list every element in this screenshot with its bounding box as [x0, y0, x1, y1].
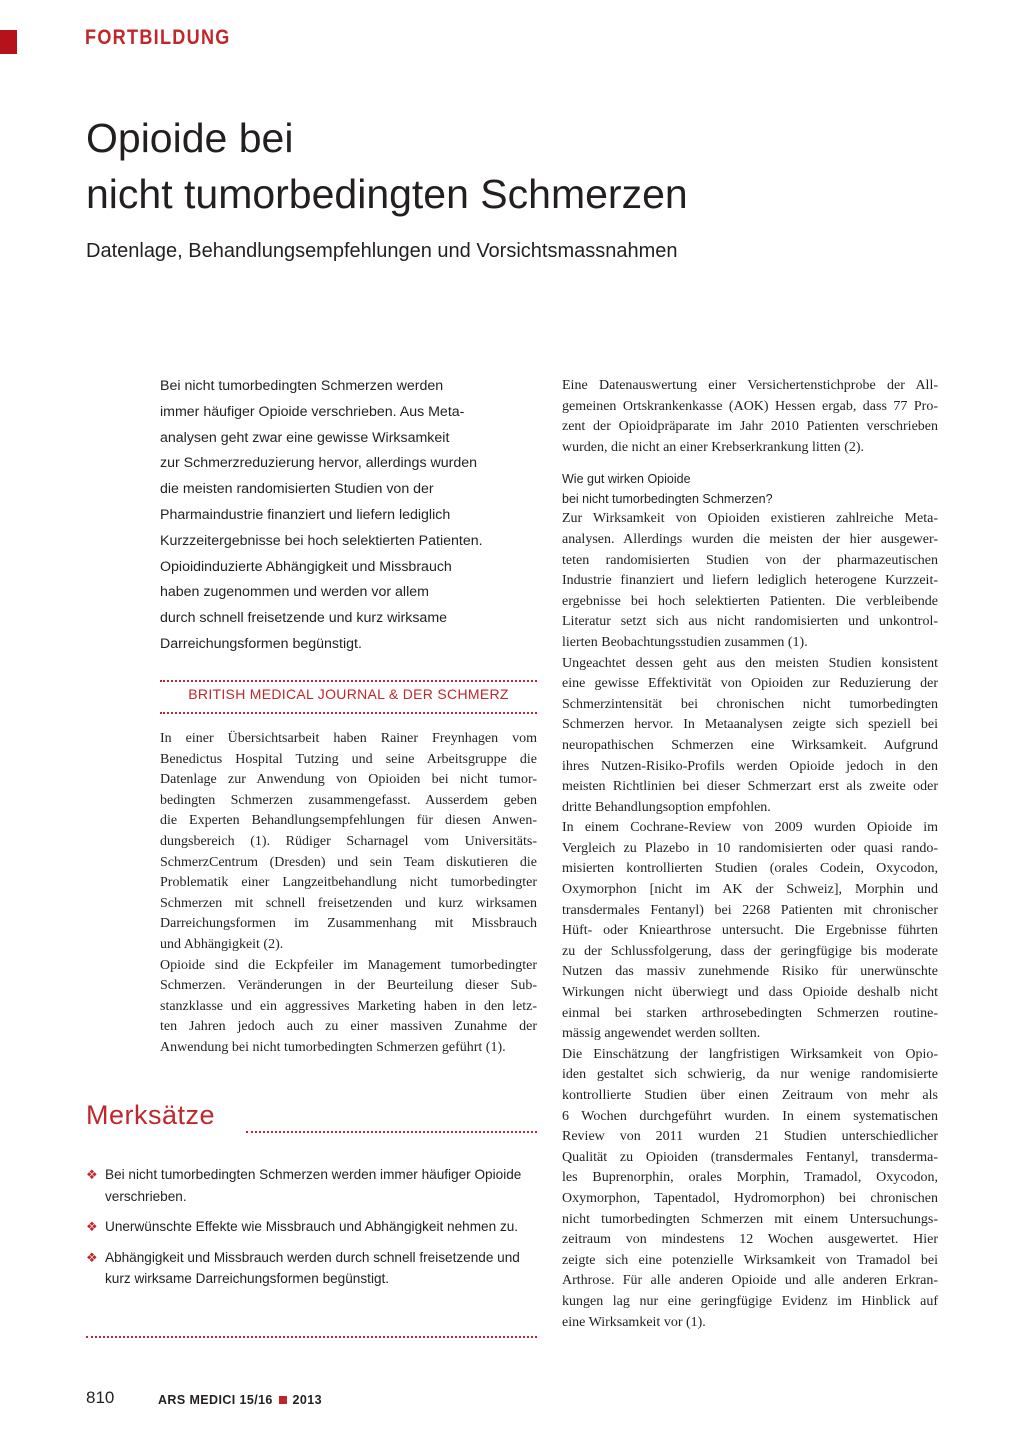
- diamond-bullet-icon: ❖: [86, 1167, 98, 1182]
- article-title: [86, 110, 986, 222]
- merksaetze-title: Merksätze: [86, 1100, 216, 1130]
- text-line: Nutzen das massiv zunehmende Risiko für unerwünschte: [562, 964, 938, 980]
- lead-line: Opioidinduzierte Abhängigkeit und Missbrauch: [160, 558, 452, 575]
- title-line: Opioide bei: [86, 115, 294, 161]
- text-line: In einem Cochrane-Review von 2009 wurden Opioide im: [562, 820, 938, 836]
- diamond-bullet-icon: ❖: [86, 1249, 98, 1265]
- text-line: und Abhängigkeit (2).: [160, 936, 284, 952]
- journal-year: 2013: [292, 1393, 322, 1407]
- text-line: eine Wirksamkeit vor (1).: [562, 1314, 706, 1330]
- text-line: ihres Nutzen-Risiko-Profils werden Opioide jedoch in den: [562, 758, 938, 774]
- lead-line: die meisten randomisierten Studien von der: [160, 481, 434, 498]
- text-line: SchmerzCentrum (Dresden) und sein Team diskutieren die: [160, 854, 537, 870]
- lead-line: durch schnell freisetzende und kurz wirksame: [160, 610, 448, 627]
- source-label: BRITISH MEDICAL JOURNAL & DER SCHMERZ: [188, 686, 509, 702]
- text-line: misierten kontrollierten Studien (orales Codein, Oxycodon,: [562, 861, 938, 877]
- lead-line: haben zugenommen und werden vor allem: [160, 584, 429, 601]
- journal-footer: [158, 1393, 322, 1407]
- merksatz-text: Unerwünschte Effekte wie Missbrauch und Abhängigkeit nehmen zu.: [105, 1219, 519, 1234]
- body-left-column: [160, 729, 537, 1059]
- text-line: Opioide sind die Eckpfeiler im Management tumorbedingter: [160, 957, 537, 973]
- text-line: zent der Opioidpräparate im Jahr 2010 Patienten verschrieben: [562, 419, 938, 435]
- lead-line: zur Schmerzreduzierung hervor, allerdings wurden: [160, 455, 478, 472]
- text-line: zeigte sich eine potenzielle Wirksamkeit von Tramadol bei: [562, 1252, 938, 1268]
- merksatz-item: [86, 1247, 537, 1290]
- text-line: wurden, die nicht an einer Krebserkrankung litten (2).: [562, 439, 865, 455]
- merksatz-item: [86, 1164, 537, 1207]
- text-line: bedingten Schmerzen zusammengefasst. Ausserdem geben: [160, 792, 537, 808]
- text-line: Review von 2011 wurden 21 Studien unterschiedlicher: [562, 1129, 938, 1145]
- text-line: nicht tumorbedingten Schmerzen mit einem Untersuchungs-: [562, 1211, 938, 1227]
- text-line: lierten Beobachtungsstudien zusammen (1).: [562, 634, 808, 650]
- text-line: Schmerzintensität bei chronischen nicht tumorbedingten: [562, 696, 938, 712]
- text-line: Anwendung bei nicht tumorbedingten Schmerzen geführt (1).: [160, 1039, 506, 1055]
- section-marker: [0, 30, 17, 54]
- text-line: einmal bei starken arthrosebedingten Schmerzen routine-: [562, 1005, 938, 1021]
- text-line: Eine Datenauswertung einer Versichertenstichprobe der All-: [562, 378, 938, 393]
- right-subheading: [562, 469, 938, 509]
- source-divider-top: [160, 680, 537, 682]
- text-line: meisten Richtlinien bei dieser Schmerzart erst als zweite oder: [562, 779, 938, 795]
- lead-paragraph: [160, 374, 560, 658]
- text-line: Schmerzen. Veränderungen in der Beurteilung dieser Sub-: [160, 978, 537, 994]
- text-line: Hüft- oder Kniearthrose untersucht. Die Ergebnisse führten: [562, 923, 938, 939]
- text-line: dungsbereich (1). Rüdiger Scharnagel vom Universitäts-: [160, 833, 537, 849]
- text-line: Problematik einer Langzeitbehandlung nicht tumorbedingter: [160, 875, 537, 891]
- text-line: Zur Wirksamkeit von Opioiden existieren zahlreiche Meta-: [562, 511, 938, 527]
- body-right-column: [562, 376, 938, 1333]
- text-line: Benedictus Hospital Tutzing und seine Arbeitsgruppe die: [160, 751, 537, 767]
- lead-line: Bei nicht tumorbedingten Schmerzen werden: [160, 378, 444, 394]
- text-line: Industrie finanziert und liefern lediglich heterogene Kurzzeit-: [562, 573, 938, 589]
- diamond-bullet-icon: ❖: [86, 1219, 98, 1234]
- text-line: gemeinen Ortskrankenkasse (AOK) Hessen ergab, dass 77 Pro-: [562, 398, 938, 414]
- merksatz-item: [86, 1216, 537, 1238]
- merksaetze-bottom-rule: [86, 1336, 537, 1338]
- footer-square-icon: [279, 1396, 287, 1404]
- text-line: Schmerzen mit schnell freisetzenden und kurz wirksamen: [160, 895, 537, 911]
- text-line: Literatur setzt sich aus nicht randomisierten und unkontrol-: [562, 614, 938, 630]
- text-line: mässig angewendet werden sollten.: [562, 1026, 761, 1042]
- text-line: les Buprenorphin, orales Morphin, Tramadol, Oxycodon,: [562, 1170, 938, 1186]
- text-line: teten randomisierten Studien von der pharmazeutischen: [562, 552, 938, 568]
- text-line: ergebnisse bei hoch selektierten Patienten. Die verbleibende: [562, 593, 938, 609]
- text-line: analysen. Allerdings wurden die meisten der hier ausgewer-: [562, 531, 938, 547]
- merksaetze-title-rule: [246, 1131, 537, 1133]
- text-line: In einer Übersichtsarbeit haben Rainer Freynhagen vom: [160, 731, 537, 746]
- text-line: dritte Behandlungsoption empfohlen.: [562, 799, 771, 815]
- text-line: Wirkungen nicht überwiegt und dass Opioide deshalb nicht: [562, 985, 938, 1001]
- text-line: transdermales Fentanyl) bei 2268 Patienten mit chronischer: [562, 902, 938, 918]
- lead-line: immer häufiger Opioide verschrieben. Aus Meta-: [160, 403, 465, 420]
- text-line: kontrollierte Studien über einen Zeitraum von mehr als: [562, 1088, 938, 1103]
- text-line: Schmerzen hervor. In Metaanalysen zeigte sich speziell bei: [562, 717, 938, 733]
- text-line: Oxymorphon, Tapentadol, Hydromorphon) bei chronischen: [562, 1190, 938, 1206]
- text-line: neuropathischen Schmerzen eine Wirksamkeit. Aufgrund: [562, 737, 938, 753]
- text-line: Qualität zu Opioiden (transdermales Fentanyl, transderma-: [562, 1149, 938, 1165]
- journal-name: ARS MEDICI 15/16: [158, 1393, 273, 1407]
- right-main-paragraph: [562, 509, 938, 1333]
- text-line: eine gewisse Effektivität von Opioiden zur Reduzierung der: [562, 676, 938, 692]
- source-divider-bottom: [160, 712, 537, 714]
- section-label: FORTBILDUNG: [85, 26, 231, 49]
- text-line: kungen lag nur eine geringfügige Evidenz im Hinblick auf: [562, 1293, 938, 1309]
- merksatz-text: Bei nicht tumorbedingten Schmerzen werden immer häufiger Opioide verschrieben.: [105, 1167, 522, 1204]
- text-line: 6 Wochen durchgeführt wurden. In einem systematischen: [562, 1108, 938, 1124]
- text-line: Vergleich zu Plazebo in 10 randomisierten oder quasi rando-: [562, 840, 938, 856]
- text-line: Datenlage zur Anwendung von Opioiden bei nicht tumor-: [160, 772, 537, 788]
- lead-line: analysen geht zwar eine gewisse Wirksamkeit: [160, 429, 450, 446]
- right-intro-paragraph: [562, 376, 938, 458]
- text-line: die Experten Behandlungsempfehlungen für diesen Anwen-: [160, 813, 537, 829]
- text-line: zeitraum von mindestens 12 Wochen ausgewertet. Hier: [562, 1232, 938, 1248]
- text-line: zu der Schlussfolgerung, dass der geringfügige bis moderate: [562, 943, 938, 959]
- text-line: Die Einschätzung der langfristigen Wirksamkeit von Opio-: [562, 1046, 938, 1062]
- subheading-line: Wie gut wirken Opioide: [562, 472, 691, 487]
- text-line: Arthrose. Für alle anderen Opioide und alle anderen Erkran-: [562, 1273, 938, 1289]
- subheading-line: bei nicht tumorbedingten Schmerzen?: [562, 492, 773, 507]
- text-line: iden gestaltet sich schwierig, da nur wenige randomisierte: [562, 1067, 938, 1083]
- merksaetze-list: [86, 1164, 537, 1299]
- text-line: Ungeachtet dessen geht aus den meisten Studien konsistent: [562, 655, 938, 671]
- merksatz-text: Abhängigkeit und Missbrauch werden durch schnell freisetzende und kurz wirksame Darreichungsformen begünstigt.: [105, 1249, 520, 1286]
- text-line: Oxymorphon [nicht im AK der Schweiz], Morphin und: [562, 882, 938, 898]
- text-line: Darreichungsformen im Zusammenhang mit Missbrauch: [160, 916, 537, 932]
- lead-line: Pharmaindustrie finanziert und liefern lediglich: [160, 506, 451, 523]
- title-line: nicht tumorbedingten Schmerzen: [86, 171, 688, 217]
- lead-line: Kurzzeitergebnisse bei hoch selektierten Patienten.: [160, 532, 483, 549]
- article-subtitle: Datenlage, Behandlungsempfehlungen und Vorsichtsmassnahmen: [86, 240, 678, 262]
- lead-line: Darreichungsformen begünstigt.: [160, 635, 362, 652]
- page-number: 810: [86, 1388, 115, 1407]
- text-line: ten Jahren jedoch auch zu einer massiven Zunahme der: [160, 1019, 537, 1035]
- text-line: stanzklasse und ein aggressives Marketing haben in den letz-: [160, 998, 537, 1014]
